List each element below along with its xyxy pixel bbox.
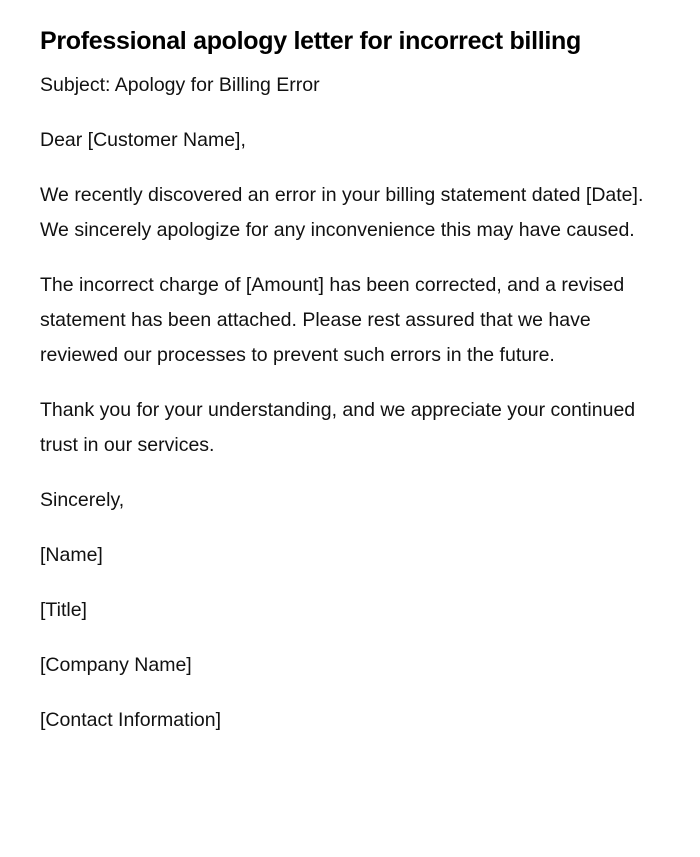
signature-company: [Company Name] bbox=[40, 654, 192, 676]
signature-title: [Title] bbox=[40, 599, 87, 621]
body-paragraph: The incorrect charge of [Amount] has been corrected, and a revised statement has been attached. Please rest assured that we have reviewed our processes to prevent such errors in the future. bbox=[40, 274, 625, 366]
signature-contact: [Contact Information] bbox=[40, 709, 222, 731]
document-title: Professional apology letter for incorrect billing bbox=[40, 27, 581, 55]
body-paragraph: We recently discovered an error in your billing statement dated [Date]. We sincerely apologize for any inconvenience this may have caused. bbox=[40, 184, 644, 241]
body-paragraph: Thank you for your understanding, and we appreciate your continued trust in our services. bbox=[40, 399, 636, 456]
subject-line: Subject: Apology for Billing Error bbox=[40, 74, 320, 96]
salutation: Dear [Customer Name], bbox=[40, 129, 246, 151]
closing: Sincerely, bbox=[40, 489, 125, 511]
signature-name: [Name] bbox=[40, 544, 103, 566]
